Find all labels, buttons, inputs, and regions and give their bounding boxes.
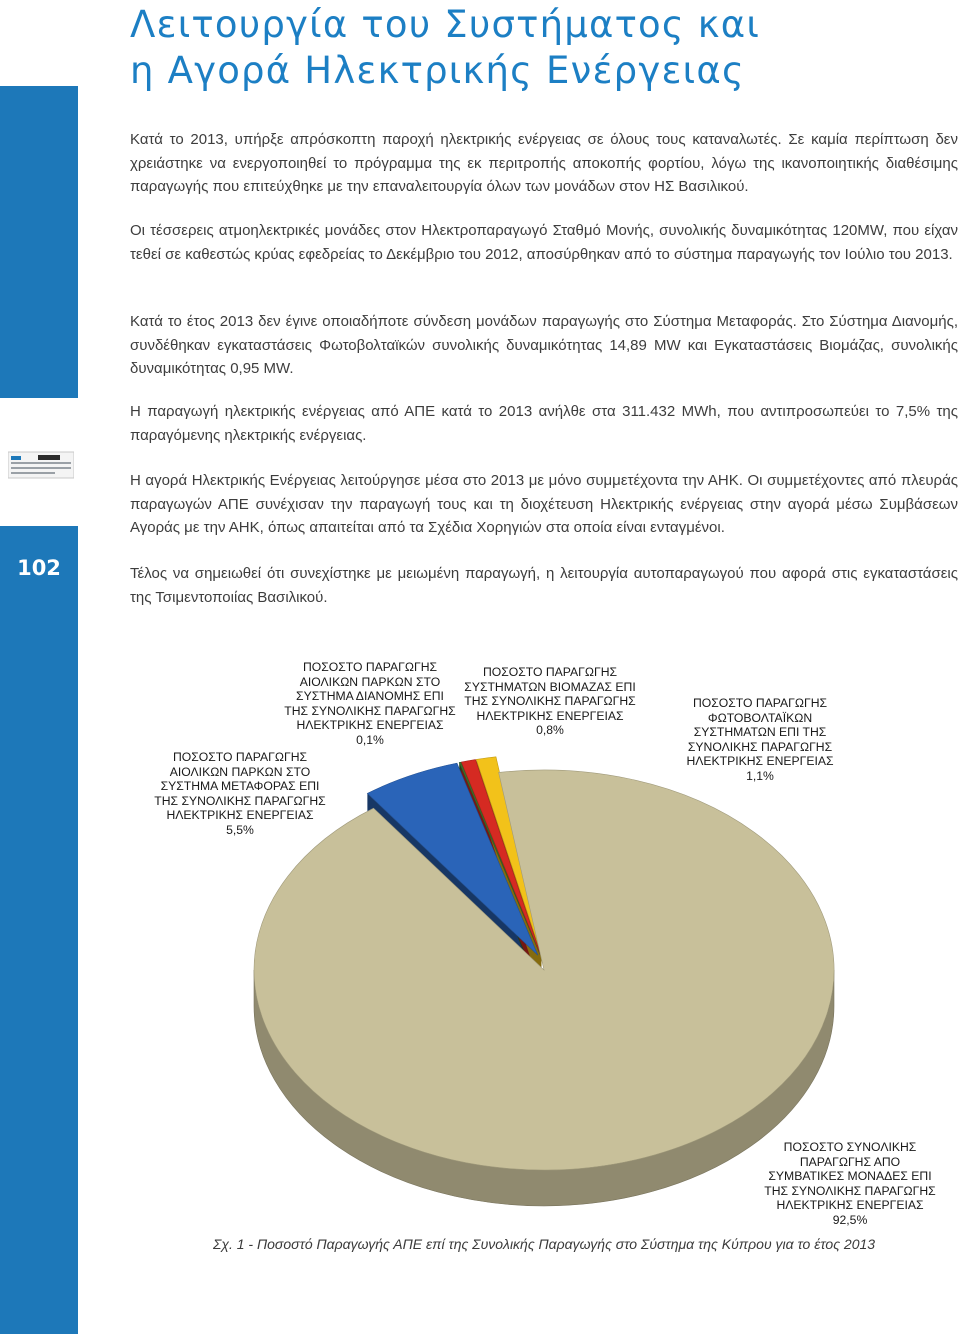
slice-label-line: ΑΙΟΛΙΚΩΝ ΠΑΡΚΩΝ ΣΤΟ <box>299 674 441 689</box>
slice-label-line: ΤΗΣ ΣΥΝΟΛΙΚΗΣ ΠΑΡΑΓΩΓΗΣ <box>764 1183 936 1198</box>
slice-label-line: ΠΟΣΟΣΤΟ ΠΑΡΑΓΩΓΗΣ <box>172 750 308 764</box>
paragraph: Κατά το 2013, υπήρξε απρόσκοπτη παροχή ηλεκτρικής ενέργειας σε όλους τους καταναλωτές. Σε καμία περίπτωση δεν χρειάστηκε να ενεργοποιηθεί το πρόγραμμα της εκ περιτροπής αποκοπής φορτίου, λόγω της ικανοποιητικής διαθέσιμης παραγωγής που επιτεύχθηκε με την επαναλειτουργία όλων των μονάδων στον ΗΣ Βασιλικού. <box>130 131 958 195</box>
slice-label-line: ΑΙΟΛΙΚΩΝ ΠΑΡΚΩΝ ΣΤΟ <box>169 764 311 779</box>
slice-value-label: 1,1% <box>746 768 774 783</box>
slice-label-line: ΗΛΕΚΤΡΙΚΗΣ ΕΝΕΡΓΕΙΑΣ <box>776 1198 924 1213</box>
slice-label-wind-distribution <box>270 660 470 748</box>
page-title <box>130 2 930 94</box>
slice-label-line: ΤΗΣ ΣΥΝΟΛΙΚΗΣ ΠΑΡΑΓΩΓΗΣ <box>464 694 636 709</box>
slice-label-line: ΤΗΣ ΣΥΝΟΛΙΚΗΣ ΠΑΡΑΓΩΓΗΣ <box>284 703 456 718</box>
sidebar-band <box>0 86 78 1334</box>
slice-label-biomass <box>450 665 650 738</box>
slice-value-label: 5,5% <box>226 822 254 837</box>
title-line-1: Λειτουργία του Συστήματος και <box>130 3 761 46</box>
slice-label-line: ΠΑΡΑΓΩΓΗΣ ΑΠΟ <box>799 1154 901 1169</box>
paragraph: Οι τέσσερεις ατμοηλεκτρικές μονάδες στον Ηλεκτροπαραγωγό Σταθμό Μονής, συνολικής δυναμικότητας 120MW, που είχαν τεθεί σε καθεστώς κρύας εφεδρείας το Δεκέμβριο του 2012, αποσύρθηκαν από το σύστημα παραγωγής τον Ιούλιο του 2013. <box>130 222 958 263</box>
slice-label-line: ΠΟΣΟΣΤΟ ΣΥΝΟΛΙΚΗΣ <box>783 1140 917 1154</box>
pie-chart <box>130 640 958 1252</box>
slice-value-label: 0,1% <box>356 732 384 747</box>
slice-label-line: ΣΥΣΤΗΜΑΤΩΝ ΒΙΟΜΑΖΑΣ ΕΠΙ <box>464 679 636 694</box>
slice-label-conventional <box>740 1140 960 1228</box>
paragraph: Η αγορά Ηλεκτρικής Ενέργειας λειτούργησε μέσα στο 2013 με μόνο συμμετέχοντα την ΑΗΚ. Οι συμμετέχοντες από πλευράς παραγωγών ΑΠΕ συνέχισαν την παραγωγή τους και τη διοχέτευση Ηλεκτρικής ενέργειας στην αγορά μέσω Συμβάσεων Αγοράς με την ΑΗΚ, όπως απαιτείται από τα Σχέδια Χορηγιών στα οποία είναι ενταγμένοι. <box>130 472 958 536</box>
slice-label-line: ΠΟΣΟΣΤΟ ΠΑΡΑΓΩΓΗΣ <box>302 660 438 674</box>
page-number: 102 <box>17 556 61 580</box>
paragraph: Τέλος να σημειωθεί ότι συνεχίστηκε με μειωμένη παραγωγή, η λειτουργία αυτοπαραγωγού που αφορά στις εγκαταστάσεις της Τσιμεντοποιίας Βασιλικού. <box>130 565 958 606</box>
slice-value-label: 92,5% <box>832 1212 868 1227</box>
pie-slice <box>254 770 834 1170</box>
slice-label-line: ΦΩΤΟΒΟΛΤΑΪΚΩΝ <box>707 710 813 725</box>
slice-label-wind-transmission <box>140 750 340 838</box>
slice-label-line: ΣΥΣΤΗΜΑ ΜΕΤΑΦΟΡΑΣ ΕΠΙ <box>160 779 320 794</box>
slice-label-line: ΗΛΕΚΤΡΙΚΗΣ ΕΝΕΡΓΕΙΑΣ <box>686 754 834 769</box>
slice-label-line: ΗΛΕΚΤΡΙΚΗΣ ΕΝΕΡΓΕΙΑΣ <box>166 808 314 823</box>
slice-label-line: ΗΛΕΚΤΡΙΚΗΣ ΕΝΕΡΓΕΙΑΣ <box>476 708 624 723</box>
paragraph: Η παραγωγή ηλεκτρικής ενέργειας από ΑΠΕ κατά το 2013 ανήλθε στα 311.432 MWh, που αντιπροσωπεύει το 7,5% της παραγόμενης ηλεκτρικής ενέργειας. <box>130 403 958 444</box>
slice-value-label: 0,8% <box>536 723 564 738</box>
title-line-2: η Αγορά Ηλεκτρικής Ενέργειας <box>130 49 745 92</box>
slice-label-line: ΣΥΝΟΛΙΚΗΣ ΠΑΡΑΓΩΓΗΣ <box>687 739 833 754</box>
slice-label-line: ΣΥΣΤΗΜΑ ΔΙΑΝΟΜΗΣ ΕΠΙ <box>296 689 444 704</box>
slice-label-line: ΠΟΣΟΣΤΟ ΠΑΡΑΓΩΓΗΣ <box>692 696 828 710</box>
slice-label-photovoltaic <box>660 696 860 784</box>
slice-label-line: ΣΥΣΤΗΜΑΤΩΝ ΕΠΙ ΤΗΣ <box>693 725 827 740</box>
slice-label-line: ΤΗΣ ΣΥΝΟΛΙΚΗΣ ΠΑΡΑΓΩΓΗΣ <box>154 793 326 808</box>
slice-label-line: ΠΟΣΟΣΤΟ ΠΑΡΑΓΩΓΗΣ <box>482 665 618 679</box>
paragraph: Κατά το έτος 2013 δεν έγινε οποιαδήποτε σύνδεση μονάδων παραγωγής στο Σύστημα Μεταφοράς. Στο Σύστημα Διανομής, συνδέθηκαν εγκαταστάσεις Φωτοβολταϊκών συνολικής δυναμικότητας 14,89 MW και Εγκαταστάσεις Βιομάζας, συνολικής δυναμικότητας 0,95 MW. <box>130 313 958 377</box>
figure-caption: Σχ. 1 - Ποσοστό Παραγωγής ΑΠΕ επί της Συνολικής Παραγωγής στο Σύστημα της Κύπρου για το έτος 2013 <box>212 1236 876 1252</box>
logo-icon <box>8 448 74 482</box>
slice-label-line: ΗΛΕΚΤΡΙΚΗΣ ΕΝΕΡΓΕΙΑΣ <box>296 718 444 733</box>
slice-label-line: ΣΥΜΒΑΤΙΚΕΣ ΜΟΝΑΔΕΣ ΕΠΙ <box>768 1169 932 1184</box>
